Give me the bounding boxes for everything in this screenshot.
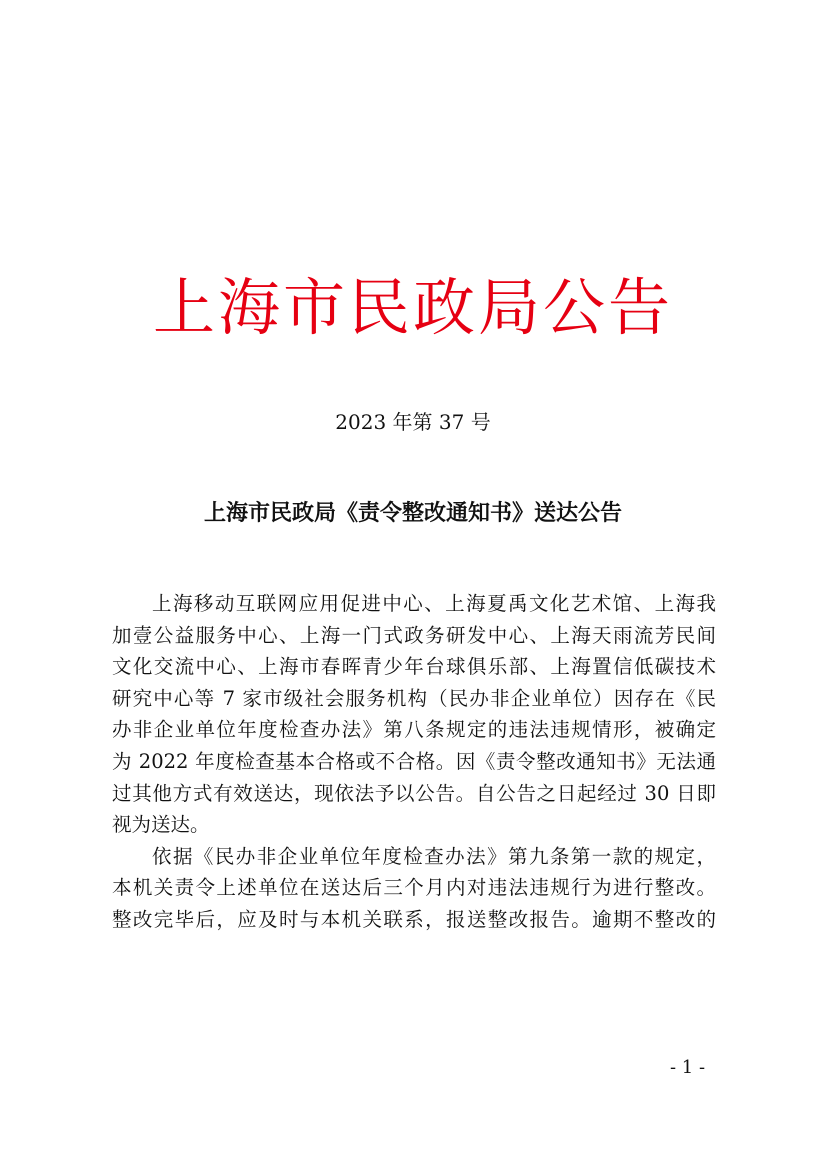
paragraph-1-line: 上海移动互联网应用促进中心、上海夏禹文化艺术馆、上海我 <box>152 592 716 615</box>
paragraph-2-line: 依据《民办非企业单位年度检查办法》第九条第一款的规定， <box>152 844 716 868</box>
announcement-header-title: 上海市民政局公告 <box>152 271 673 344</box>
paragraph-1-line: 视为送达。 <box>112 813 210 837</box>
paragraph-1-line: 研究中心等 7 家市级社会服务机构（民办非企业单位）因存在《民 <box>112 686 716 710</box>
paragraph-2-line: 本机关责令上述单位在送达后三个月内对违法违规行为进行整改。 <box>112 876 716 900</box>
paragraph-1-line: 加壹公益服务中心、上海一门式政务研发中心、上海天雨流芳民间 <box>112 623 716 647</box>
paragraph-1-line: 文化交流中心、上海市春晖青少年台球俱乐部、上海置信低碳技术 <box>112 655 716 679</box>
document-title: 上海市民政局《责令整改通知书》送达公告 <box>203 500 622 526</box>
paragraph-1-line: 为 2022 年度检查基本合格或不合格。因《责令整改通知书》无法通 <box>112 749 716 773</box>
paragraph-2-line: 整改完毕后，应及时与本机关联系，报送整改报告。逾期不整改的 <box>112 907 716 931</box>
document-body <box>112 588 716 936</box>
page-number: - 1 - <box>670 1057 706 1078</box>
paragraph-1-line: 过其他方式有效送达，现依法予以公告。自公告之日起经过 30 日即 <box>112 781 716 805</box>
document-number: 2023 年第 37 号 <box>335 410 491 434</box>
paragraph-1-line: 办非企业单位年度检查办法》第八条规定的违法违规情形，被确定 <box>112 718 716 742</box>
